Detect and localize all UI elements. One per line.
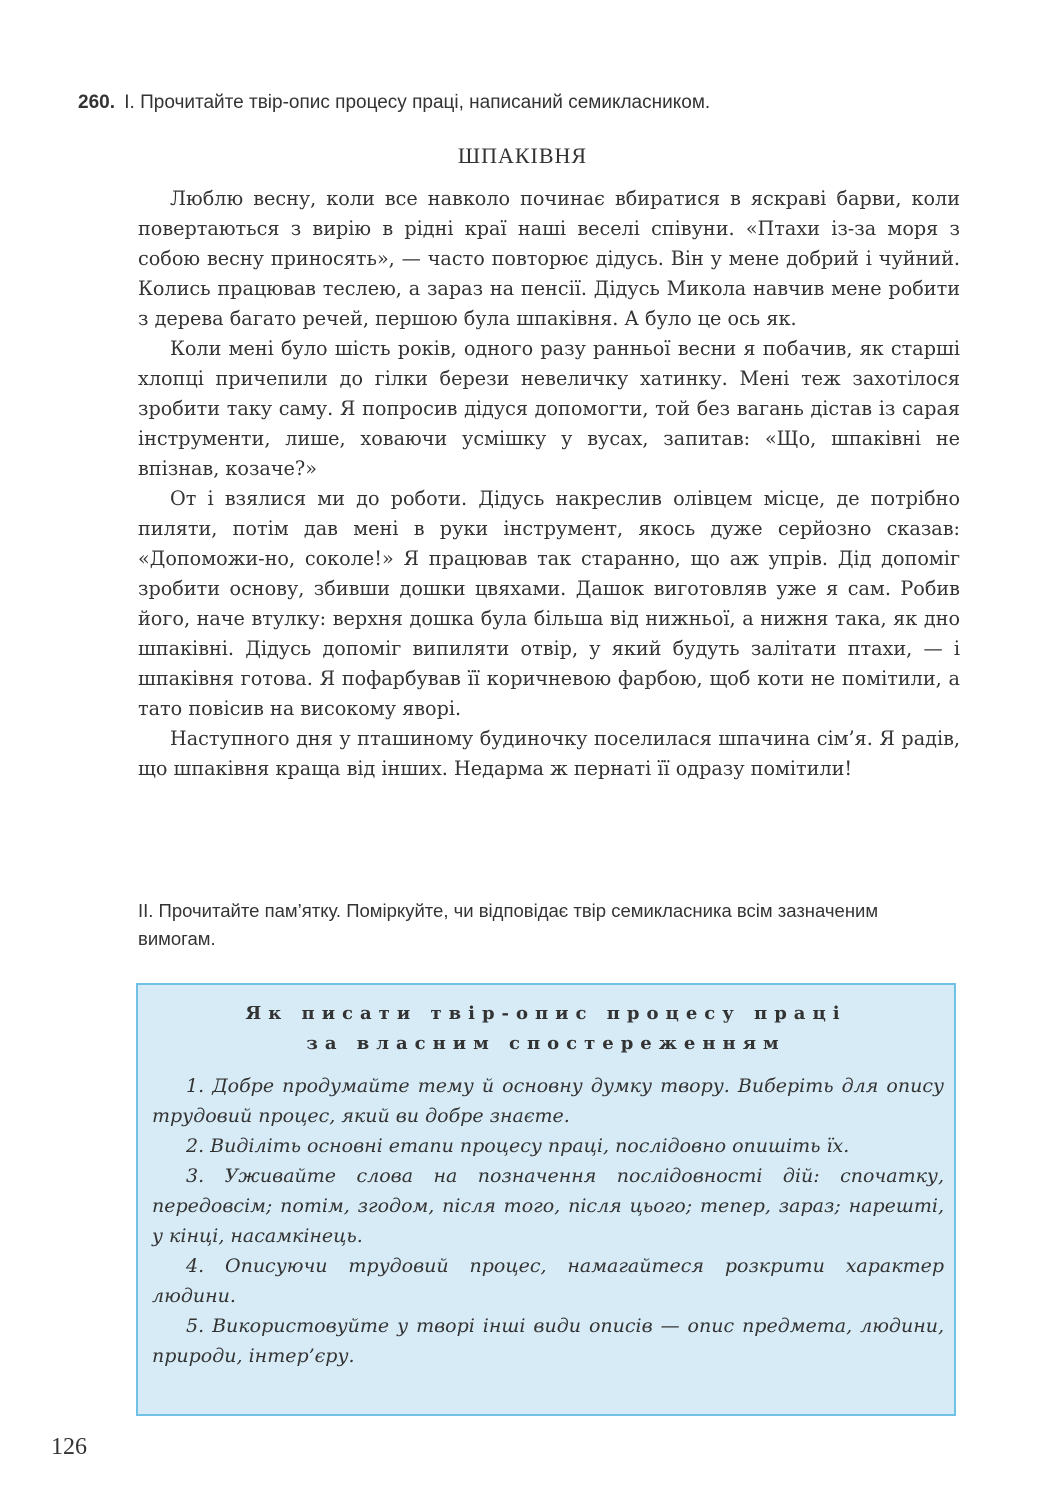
task-number: 260. [78,92,115,113]
memo-list [152,1071,944,1371]
memo-item: 3. Уживайте слова на позначення послідовності дій: спочатку, передовсім; потім, згодом, після того, після цього; тепер, зараз; нарешті, у кінці, насамкінець. [152,1165,944,1247]
essay-body [138,184,960,784]
task-part2-text: ІІ. Прочитайте пам’ятку. Поміркуйте, чи відповідає твір семикласника всім зазначеним вимогам. [138,900,879,949]
essay-paragraph: От і взялися ми до роботи. Дідусь накреслив олівцем місце, де потрібно пиляти, потім дав мені в руки інструмент, якось дуже серйозно сказав: «Допоможи-но, соколе!» Я працював так старанно, що аж упрів. Дід допоміг зробити основу, збивши дошки цвяхами. Дашок виготовляв уже я сам. Робив його, наче втулку: верхня дошка була більша від нижньої, а нижня така, як дно шпаківні. Дідусь допоміг випиляти отвір, у який будуть залітати птахи, — і шпаківня готова. Я пофарбував її коричневою фарбою, щоб коти не помітили, а тато повісив на високому яворі. [138,487,960,720]
memo-item: 4. Описуючи трудовий процес, намагайтеся розкрити характер людини. [152,1255,944,1307]
memo-item: 2. Виділіть основні етапи процесу праці, послідовно опишіть їх. [186,1135,850,1157]
memo-box [136,983,956,1416]
memo-title-line1: Як писати твір-опис процесу праці [245,1003,847,1024]
memo-item: 5. Використовуйте у творі інші види описів — опис предмета, людини, природи, інтер’єру. [152,1315,944,1367]
task-header [78,92,978,114]
essay-title: ШПАКІВНЯ [457,143,588,168]
task-part1-text: І. Прочитайте твір-опис процесу праці, написаний семикласником. [124,92,711,113]
memo-title-line2: за власним спостереженням [306,1033,786,1054]
essay-paragraph: Коли мені було шість років, одного разу ранньої весни я побачив, як старші хлопці причепили до гілки берези невеличку хатинку. Мені теж захотілося зробити таку саму. Я попросив дідуся допомогти, той без вагань дістав із сарая інструменти, лише, ховаючи усмішку у вусах, запитав: «Що, шпаківні не впізнав, козаче?» [138,337,960,480]
page-number: 126 [51,1434,87,1460]
memo-item: 1. Добре продумайте тему й основну думку твору. Виберіть для опису трудовий процес, який ви добре знаєте. [152,1075,944,1127]
memo-title [138,999,954,1059]
essay-paragraph: Наступного дня у пташиному будиночку поселилася шпачина сім’я. Я радів, що шпаківня краща від інших. Недарма ж пернаті її одразу помітили! [138,727,960,780]
essay-paragraph: Люблю весну, коли все навколо починає вбиратися в яскраві барви, коли повертаються з вирію в рідні краї наші веселі співуни. «Птахи із-за моря з собою весну приносять», — часто повторює дідусь. Він у мене добрий і чуйний. Колись працював теслею, а зараз на пенсії. Дідусь Микола навчив мене робити з дерева багато речей, першою була шпаківня. А було це ось як. [138,187,960,330]
